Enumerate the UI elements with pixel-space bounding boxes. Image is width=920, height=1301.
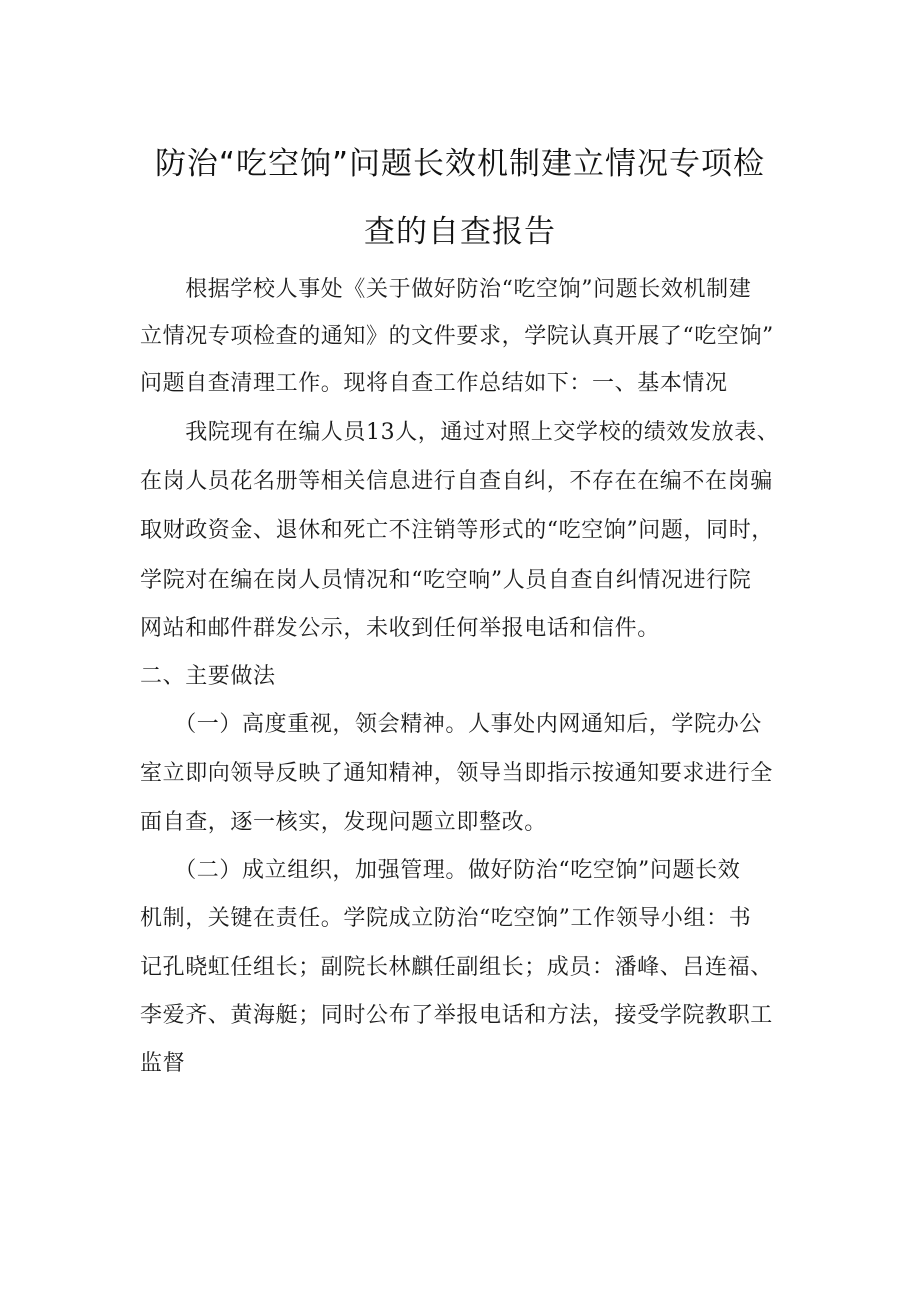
body-line: 李爱齐、黄海艇；同时公布了举报电话和方法，接受学院教职工 — [140, 1003, 773, 1028]
section-heading: 二、主要做法 — [140, 664, 276, 689]
body-line: 立情况专项检查的通知》的文件要求，学院认真开展了“吃空饷” — [140, 324, 774, 349]
body-line: （二）成立组织，加强管理。做好防治“吃空饷”问题长效 — [140, 858, 741, 883]
body-line: 监督 — [140, 1051, 186, 1076]
body-line: 我院现有在编人员13人，通过对照上交学校的绩效发放表、 — [140, 420, 780, 445]
document-title-line-1: 防治“吃空饷”问题长效机制建立情况专项检 — [154, 146, 766, 182]
body-line: 面自查，逐一核实，发现问题立即整改。 — [140, 810, 547, 835]
body-line: 室立即向领导反映了通知精神，领导当即指示按通知要求进行全 — [140, 761, 773, 786]
body-line: （一）高度重视，领会精神。人事处内网通知后，学院办公 — [140, 712, 762, 737]
document-title-line-2: 查的自查报告 — [364, 214, 556, 250]
body-line: 网站和邮件群发公示，未收到任何举报电话和信件。 — [140, 616, 660, 641]
body-line: 在岗人员花名册等相关信息进行自查自纠，不存在在编不在岗骗 — [140, 469, 773, 494]
body-line: 问题自查清理工作。现将自查工作总结如下：一、基本情况 — [140, 371, 728, 396]
body-line: 取财政资金、退休和死亡不注销等形式的“吃空饷”问题，同时， — [140, 518, 774, 543]
body-line: 记孔晓虹任组长；副院长林麒任副组长；成员：潘峰、吕连福、 — [140, 955, 773, 980]
body-line: 根据学校人事处《关于做好防治“吃空饷”问题长效机制建 — [140, 277, 752, 302]
body-line: 学院对在编在岗人员情况和“吃空响”人员自查自纠情况进行院 — [140, 568, 752, 593]
body-line: 机制，关键在责任。学院成立防治“吃空饷”工作领导小组：书 — [140, 906, 752, 931]
